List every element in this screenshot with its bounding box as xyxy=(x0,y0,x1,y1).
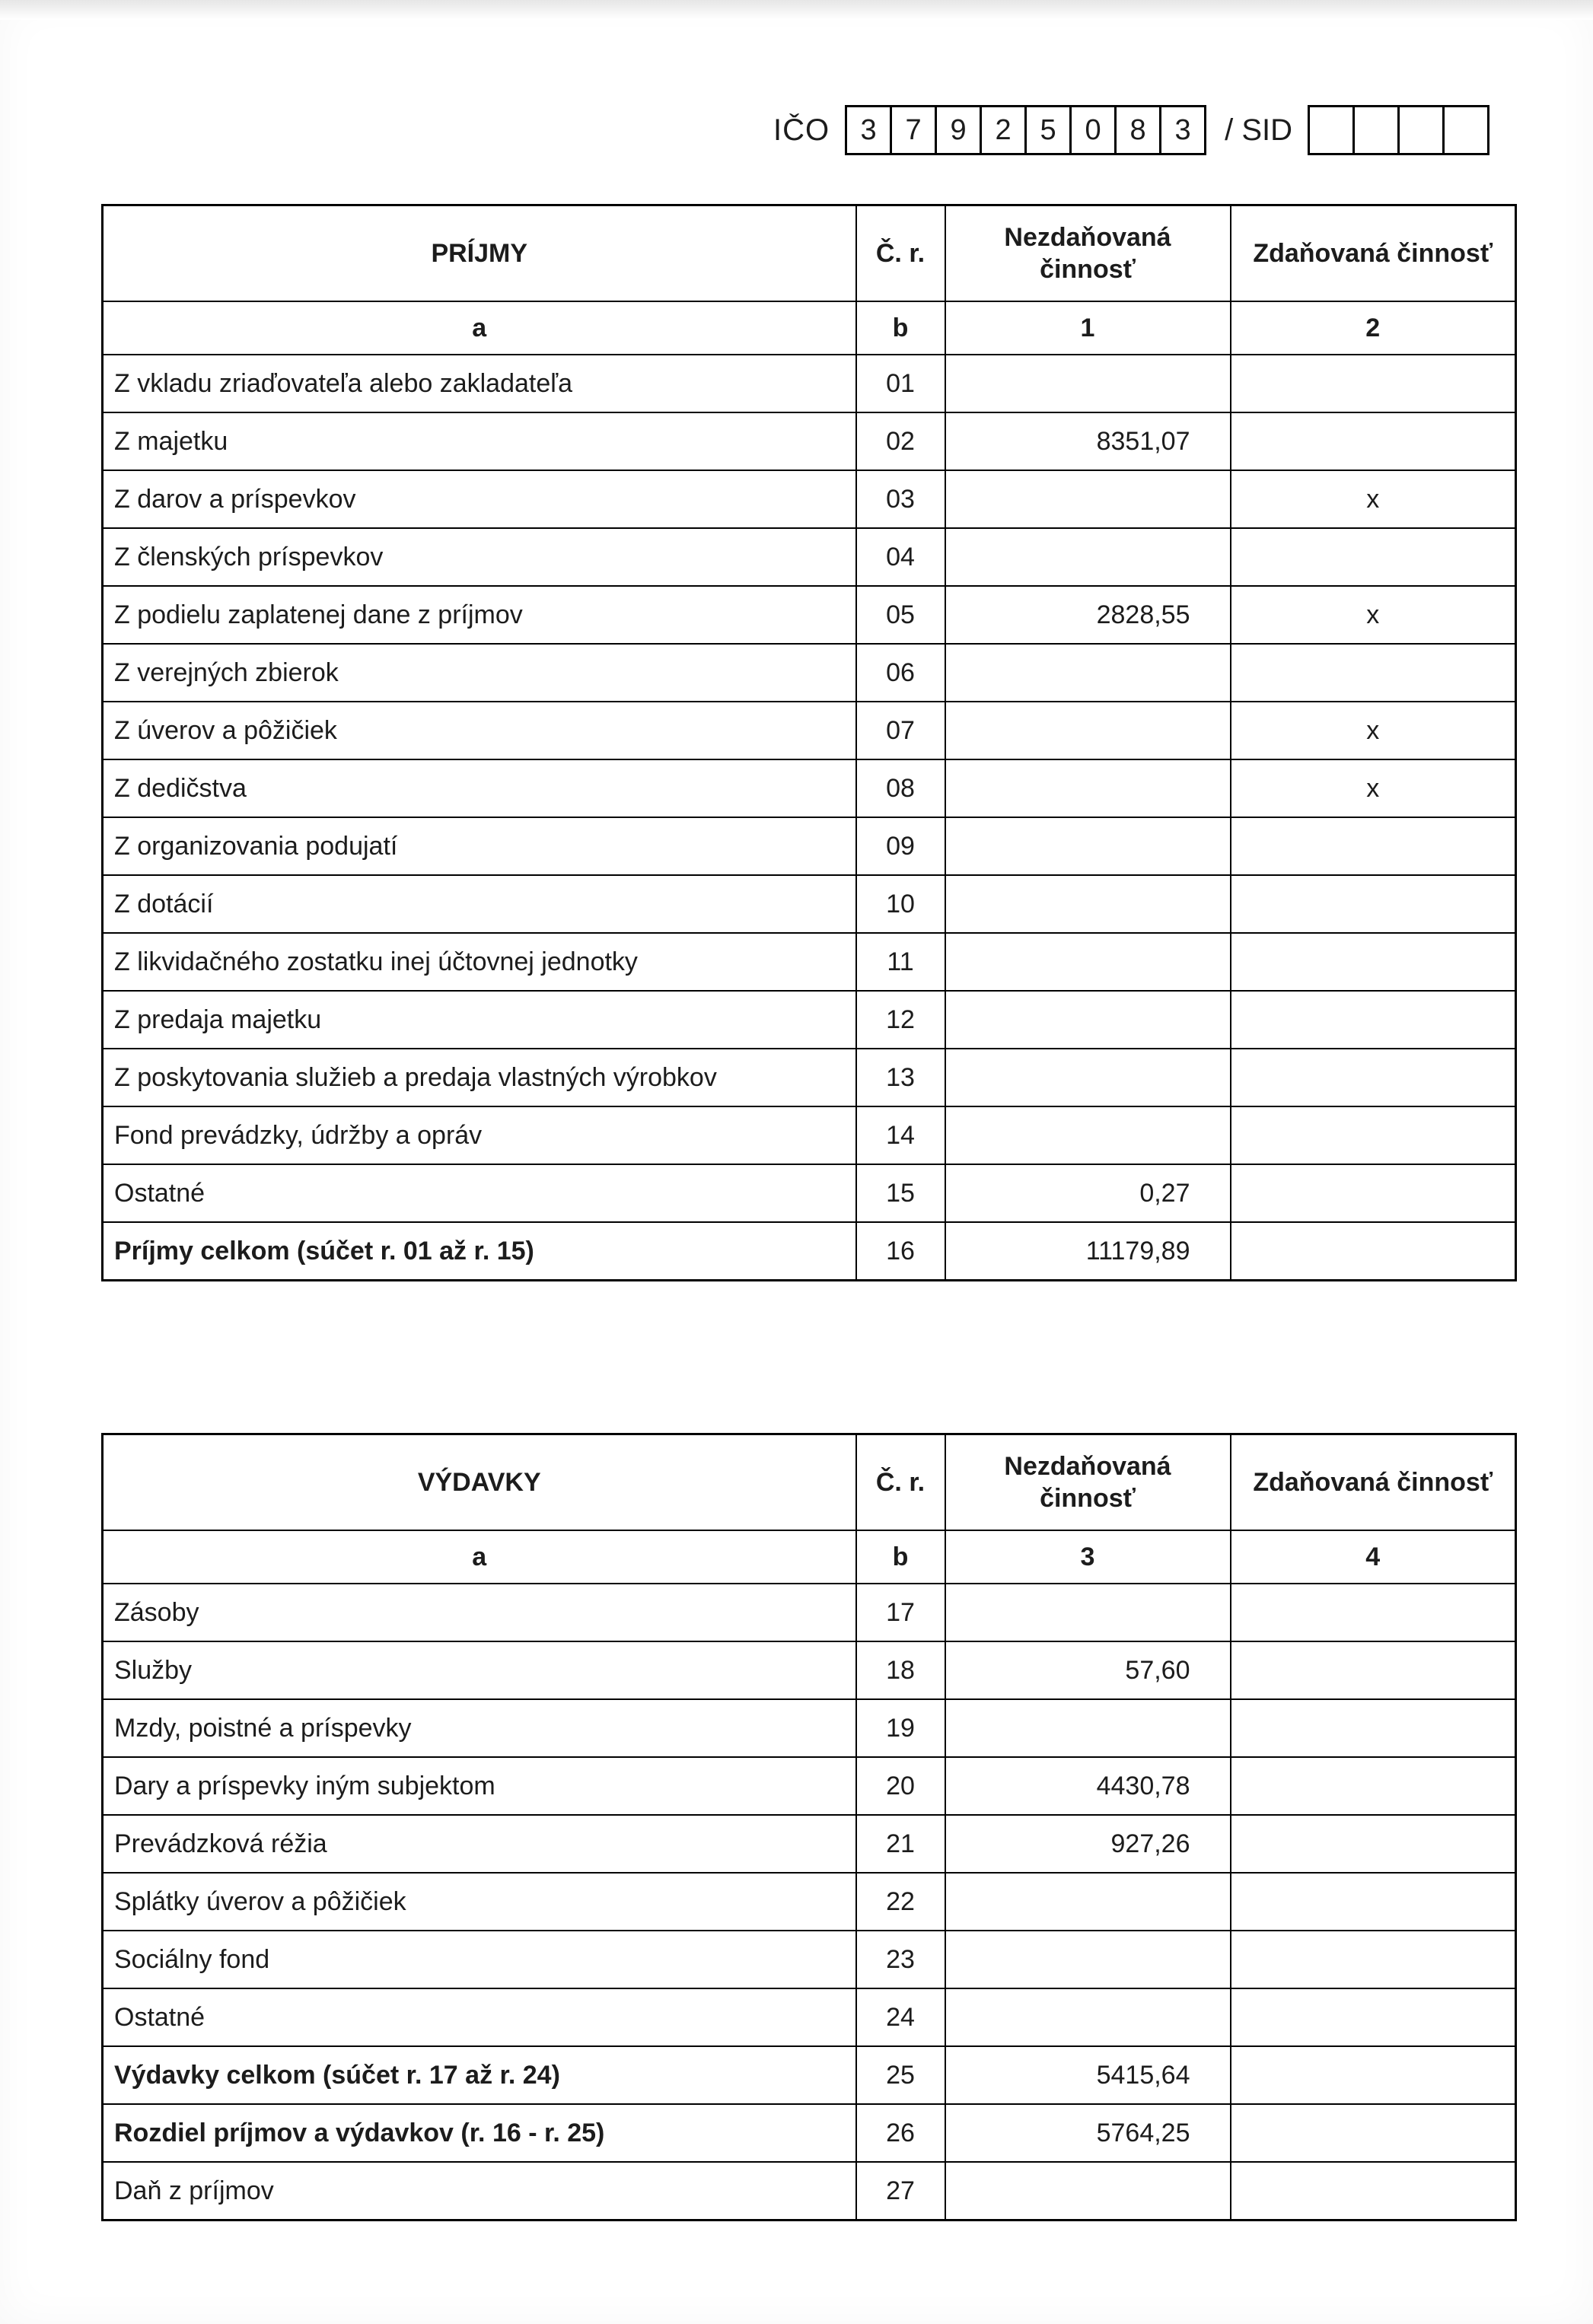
untaxed-activity-value xyxy=(945,528,1231,586)
ico-digit-boxes xyxy=(845,105,1206,155)
row-number: 21 xyxy=(856,1815,945,1873)
expense-col-taxed: Zdaňovaná činnosť xyxy=(1231,1434,1516,1531)
row-number: 16 xyxy=(856,1222,945,1281)
untaxed-activity-value: 5764,25 xyxy=(945,2104,1231,2162)
table-row xyxy=(103,1049,1516,1106)
ico-label: IČO xyxy=(773,113,830,147)
table-row xyxy=(103,528,1516,586)
taxed-activity-mark: x xyxy=(1231,702,1516,759)
row-number: 08 xyxy=(856,759,945,817)
untaxed-activity-value xyxy=(945,1049,1231,1106)
taxed-activity-mark xyxy=(1231,1049,1516,1106)
row-number: 19 xyxy=(856,1699,945,1757)
expense-col-cr: Č. r. xyxy=(856,1434,945,1531)
row-number: 22 xyxy=(856,1873,945,1931)
table-row xyxy=(103,875,1516,933)
expense-table xyxy=(101,1433,1517,2221)
table-row xyxy=(103,702,1516,759)
ico-digit-box: 0 xyxy=(1069,105,1117,155)
table-row xyxy=(103,2046,1516,2104)
table-row xyxy=(103,2162,1516,2221)
untaxed-activity-value: 57,60 xyxy=(945,1641,1231,1699)
row-label: Z organizovania podujatí xyxy=(103,817,856,875)
row-number: 20 xyxy=(856,1757,945,1815)
table-row xyxy=(103,1873,1516,1931)
table-row xyxy=(103,1106,1516,1164)
table-row xyxy=(103,586,1516,644)
row-label: Mzdy, poistné a príspevky xyxy=(103,1699,856,1757)
sid-box xyxy=(1352,105,1400,155)
taxed-activity-mark xyxy=(1231,1584,1516,1641)
subheader-col2: 2 xyxy=(1231,301,1516,355)
ico-digit-box: 7 xyxy=(890,105,937,155)
ico-digit-box: 3 xyxy=(845,105,892,155)
taxed-activity-mark xyxy=(1231,2104,1516,2162)
table-row xyxy=(103,1988,1516,2046)
row-label: Z likvidačného zostatku inej účtovnej jednotky xyxy=(103,933,856,991)
ico-digit-box: 8 xyxy=(1114,105,1161,155)
row-number: 05 xyxy=(856,586,945,644)
table-row xyxy=(103,2104,1516,2162)
table-row xyxy=(103,1164,1516,1222)
sid-box xyxy=(1442,105,1489,155)
row-number: 17 xyxy=(856,1584,945,1641)
taxed-activity-mark xyxy=(1231,933,1516,991)
row-label: Z podielu zaplatenej dane z príjmov xyxy=(103,586,856,644)
table-row xyxy=(103,1641,1516,1699)
table-row xyxy=(103,817,1516,875)
taxed-activity-mark xyxy=(1231,1164,1516,1222)
untaxed-activity-value xyxy=(945,933,1231,991)
row-number: 03 xyxy=(856,470,945,528)
untaxed-activity-value xyxy=(945,2162,1231,2221)
untaxed-activity-value xyxy=(945,875,1231,933)
subheader-col4: 4 xyxy=(1231,1530,1516,1584)
row-number: 11 xyxy=(856,933,945,991)
table-row xyxy=(103,470,1516,528)
untaxed-activity-value xyxy=(945,1584,1231,1641)
taxed-activity-mark xyxy=(1231,412,1516,470)
row-label: Výdavky celkom (súčet r. 17 až r. 24) xyxy=(103,2046,856,2104)
row-label: Z predaja majetku xyxy=(103,991,856,1049)
untaxed-activity-value: 11179,89 xyxy=(945,1222,1231,1281)
untaxed-activity-value: 5415,64 xyxy=(945,2046,1231,2104)
row-label: Z poskytovania služieb a predaja vlastných výrobkov xyxy=(103,1049,856,1106)
taxed-activity-mark xyxy=(1231,1931,1516,1988)
table-row xyxy=(103,355,1516,412)
row-label: Splátky úverov a pôžičiek xyxy=(103,1873,856,1931)
income-col-untaxed: Nezdaňovaná činnosť xyxy=(945,205,1231,302)
ico-digit-box: 3 xyxy=(1159,105,1206,155)
row-number: 12 xyxy=(856,991,945,1049)
taxed-activity-mark xyxy=(1231,991,1516,1049)
taxed-activity-mark xyxy=(1231,1106,1516,1164)
untaxed-activity-value xyxy=(945,1988,1231,2046)
subheader-a: a xyxy=(103,1530,856,1584)
income-table xyxy=(101,204,1517,1281)
untaxed-activity-value xyxy=(945,1106,1231,1164)
row-number: 02 xyxy=(856,412,945,470)
row-label: Ostatné xyxy=(103,1164,856,1222)
row-label: Fond prevádzky, údržby a opráv xyxy=(103,1106,856,1164)
taxed-activity-mark xyxy=(1231,2046,1516,2104)
sid-boxes xyxy=(1308,105,1489,155)
ico-digit-box: 9 xyxy=(935,105,982,155)
table-row xyxy=(103,933,1516,991)
row-label: Prevádzková réžia xyxy=(103,1815,856,1873)
row-label: Z členských príspevkov xyxy=(103,528,856,586)
table-row xyxy=(103,1815,1516,1873)
untaxed-activity-value xyxy=(945,817,1231,875)
untaxed-activity-value: 8351,07 xyxy=(945,412,1231,470)
row-label: Zásoby xyxy=(103,1584,856,1641)
taxed-activity-mark xyxy=(1231,528,1516,586)
income-table-body xyxy=(103,355,1516,1281)
subheader-b: b xyxy=(856,301,945,355)
untaxed-activity-value xyxy=(945,702,1231,759)
untaxed-activity-value: 2828,55 xyxy=(945,586,1231,644)
ico-digit-box: 2 xyxy=(980,105,1027,155)
row-number: 18 xyxy=(856,1641,945,1699)
table-row xyxy=(103,412,1516,470)
row-number: 01 xyxy=(856,355,945,412)
untaxed-activity-value xyxy=(945,355,1231,412)
row-label: Z dotácií xyxy=(103,875,856,933)
row-label: Z vkladu zriaďovateľa alebo zakladateľa xyxy=(103,355,856,412)
income-col-cr: Č. r. xyxy=(856,205,945,302)
row-number: 13 xyxy=(856,1049,945,1106)
taxed-activity-mark xyxy=(1231,817,1516,875)
expense-table-body xyxy=(103,1584,1516,2221)
sid-label: / SID xyxy=(1225,113,1293,147)
expense-col-untaxed: Nezdaňovaná činnosť xyxy=(945,1434,1231,1531)
row-label: Daň z príjmov xyxy=(103,2162,856,2221)
untaxed-activity-value xyxy=(945,991,1231,1049)
sid-box xyxy=(1308,105,1355,155)
row-label: Sociálny fond xyxy=(103,1931,856,1988)
expense-subheader-row xyxy=(103,1530,1516,1584)
income-col-taxed: Zdaňovaná činnosť xyxy=(1231,205,1516,302)
table-row xyxy=(103,644,1516,702)
taxed-activity-mark xyxy=(1231,875,1516,933)
row-number: 23 xyxy=(856,1931,945,1988)
row-label: Z dedičstva xyxy=(103,759,856,817)
taxed-activity-mark: x xyxy=(1231,586,1516,644)
ico-sid-row xyxy=(773,105,1489,155)
taxed-activity-mark: x xyxy=(1231,759,1516,817)
untaxed-activity-value: 927,26 xyxy=(945,1815,1231,1873)
taxed-activity-mark xyxy=(1231,1222,1516,1281)
taxed-activity-mark xyxy=(1231,1757,1516,1815)
row-number: 04 xyxy=(856,528,945,586)
subheader-a: a xyxy=(103,301,856,355)
row-label: Z darov a príspevkov xyxy=(103,470,856,528)
table-row xyxy=(103,1699,1516,1757)
table-row xyxy=(103,1757,1516,1815)
taxed-activity-mark xyxy=(1231,1815,1516,1873)
taxed-activity-mark: x xyxy=(1231,470,1516,528)
untaxed-activity-value xyxy=(945,759,1231,817)
untaxed-activity-value xyxy=(945,470,1231,528)
taxed-activity-mark xyxy=(1231,644,1516,702)
income-table-title: PRÍJMY xyxy=(103,205,856,302)
untaxed-activity-value xyxy=(945,1931,1231,1988)
expense-table-title: VÝDAVKY xyxy=(103,1434,856,1531)
table-row xyxy=(103,759,1516,817)
row-number: 06 xyxy=(856,644,945,702)
row-label: Rozdiel príjmov a výdavkov (r. 16 - r. 25) xyxy=(103,2104,856,2162)
row-label: Dary a príspevky iným subjektom xyxy=(103,1757,856,1815)
income-subheader-row xyxy=(103,301,1516,355)
sid-box xyxy=(1397,105,1445,155)
row-number: 26 xyxy=(856,2104,945,2162)
untaxed-activity-value: 0,27 xyxy=(945,1164,1231,1222)
subheader-col1: 1 xyxy=(945,301,1231,355)
row-label: Služby xyxy=(103,1641,856,1699)
ico-digit-box: 5 xyxy=(1024,105,1072,155)
taxed-activity-mark xyxy=(1231,355,1516,412)
subheader-col3: 3 xyxy=(945,1530,1231,1584)
untaxed-activity-value xyxy=(945,1873,1231,1931)
table-row xyxy=(103,1584,1516,1641)
taxed-activity-mark xyxy=(1231,1988,1516,2046)
row-number: 24 xyxy=(856,1988,945,2046)
row-number: 25 xyxy=(856,2046,945,2104)
taxed-activity-mark xyxy=(1231,2162,1516,2221)
row-number: 15 xyxy=(856,1164,945,1222)
row-label: Ostatné xyxy=(103,1988,856,2046)
taxed-activity-mark xyxy=(1231,1699,1516,1757)
subheader-b: b xyxy=(856,1530,945,1584)
row-number: 07 xyxy=(856,702,945,759)
taxed-activity-mark xyxy=(1231,1873,1516,1931)
income-header-row xyxy=(103,205,1516,302)
scan-edge-artifact xyxy=(0,0,1593,20)
table-row xyxy=(103,1931,1516,1988)
expense-header-row xyxy=(103,1434,1516,1531)
table-row xyxy=(103,1222,1516,1281)
untaxed-activity-value xyxy=(945,644,1231,702)
row-number: 09 xyxy=(856,817,945,875)
row-label: Z úverov a pôžičiek xyxy=(103,702,856,759)
row-label: Z verejných zbierok xyxy=(103,644,856,702)
row-label: Príjmy celkom (súčet r. 01 až r. 15) xyxy=(103,1222,856,1281)
row-number: 14 xyxy=(856,1106,945,1164)
table-row xyxy=(103,991,1516,1049)
row-label: Z majetku xyxy=(103,412,856,470)
taxed-activity-mark xyxy=(1231,1641,1516,1699)
untaxed-activity-value xyxy=(945,1699,1231,1757)
row-number: 10 xyxy=(856,875,945,933)
row-number: 27 xyxy=(856,2162,945,2221)
untaxed-activity-value: 4430,78 xyxy=(945,1757,1231,1815)
